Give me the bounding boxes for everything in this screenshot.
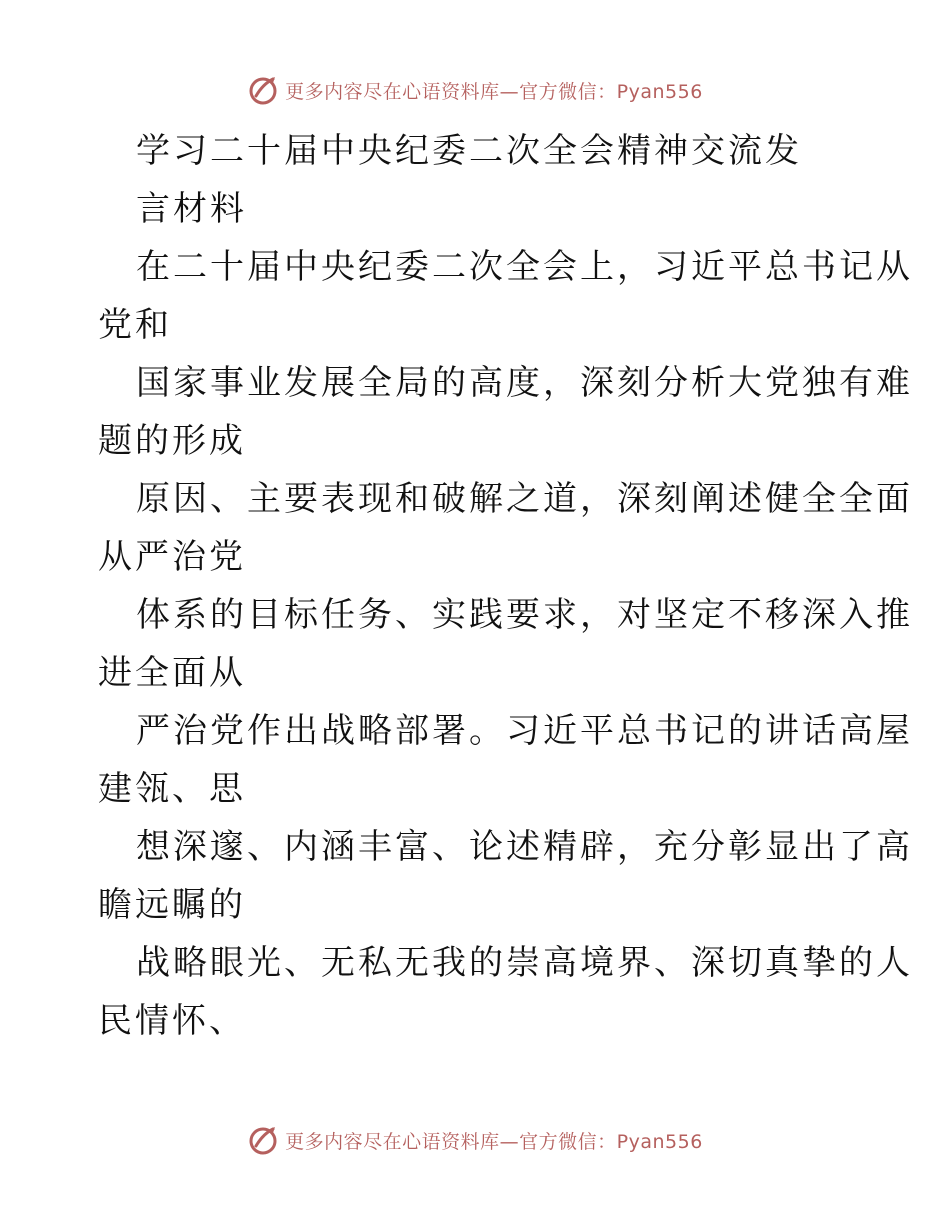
- watermark-text: 更多内容尽在心语资料库—官方微信：Pyan556: [285, 80, 703, 103]
- text-line: 原因、主要表现和破解之道，深刻阐述健全全面: [136, 479, 913, 519]
- pen-swirl-logo-icon: [247, 74, 279, 106]
- document-body: [98, 122, 913, 1050]
- text-line: 体系的目标任务、实践要求，对坚定不移深入推: [136, 595, 913, 635]
- text-line: 进全面从: [98, 653, 246, 693]
- text-line: 言材料: [136, 189, 247, 229]
- text-line: 党和: [98, 305, 172, 345]
- text-line: 学习二十届中央纪委二次全会精神交流发: [136, 131, 802, 171]
- text-line: 题的形成: [98, 421, 246, 461]
- watermark-text: 更多内容尽在心语资料库—官方微信：Pyan556: [285, 1130, 703, 1153]
- text-line: 民情怀、: [98, 1001, 246, 1041]
- text-line: 在二十届中央纪委二次全会上，习近平总书记从: [136, 247, 913, 287]
- text-line: 从严治党: [98, 537, 246, 577]
- text-line: 想深邃、内涵丰富、论述精辟，充分彰显出了高: [136, 827, 913, 867]
- pen-swirl-logo-icon: [247, 1124, 279, 1156]
- text-line: 瞻远瞩的: [98, 885, 246, 925]
- footer-watermark: [0, 1120, 950, 1160]
- text-line: 国家事业发展全局的高度，深刻分析大党独有难: [136, 363, 913, 403]
- text-line: 严治党作出战略部署。习近平总书记的讲话高屋: [136, 711, 913, 751]
- header-watermark: [0, 70, 950, 110]
- text-line: 建瓴、思: [98, 769, 246, 809]
- text-line: 战略眼光、无私无我的崇高境界、深切真挚的人: [136, 943, 913, 983]
